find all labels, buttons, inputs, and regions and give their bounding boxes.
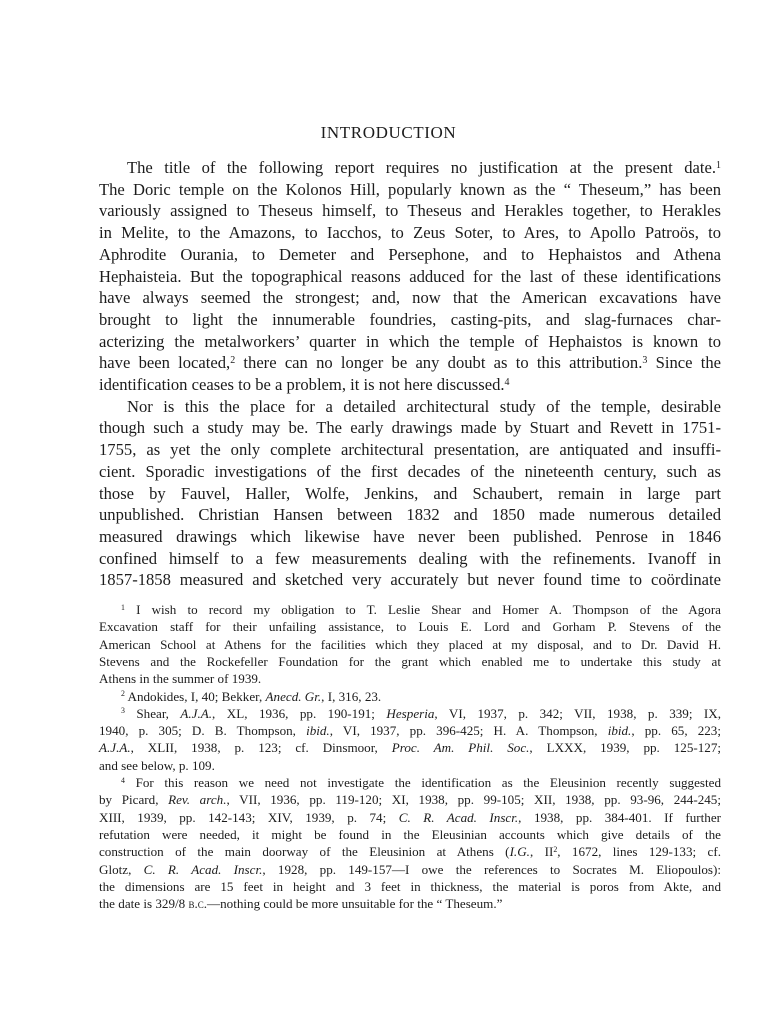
footnote-line: and see below, p. 109.: [99, 757, 215, 773]
footnote-line: $^3$ Shear, A.J.A., XL, 1936, pp. 190-191; Hesperia, VI, 1937, p. 342; VII, 1938, p. 339; IX,: [121, 705, 722, 721]
footnote-line: A.J.A., XLII, 1938, p. 123; cf. Dinsmoor, Proc. Am. Phil. Soc., LXXX, 1939, pp. 125-127;: [99, 740, 722, 756]
body-line: unpublished. Christian Hansen between 1832 and 1850 made numerous detailed: [99, 505, 721, 525]
body-line: measured drawings which likewise have never been published. Penrose in 1846: [99, 526, 721, 546]
footnote-line: by Picard, Rev. arch., VII, 1936, pp. 119-120; XI, 1938, pp. 99-105; XII, 1938, pp. 93-96, 244-245;: [99, 792, 721, 808]
body-line: The Doric temple on the Kolonos Hill, popularly known as the “ Theseum,” has been: [99, 179, 721, 199]
body-line: 1755, as yet the only complete architectural presentation, are antiquated and insuffi-: [99, 440, 721, 460]
footnote-line: Stevens and the Rockefeller Foundation for the grant which enabled me to undertake this study at: [99, 653, 721, 669]
body-line: acterizing the metalworkers’ quarter in which the temple of Hephaistos is known to: [99, 331, 721, 351]
body-line: identification ceases to be a problem, it is not here discussed.$^4$: [99, 375, 510, 394]
footnote-line: the dimensions are 15 feet in height and 3 feet in thickness, the material is poros from Akte, and: [99, 878, 721, 894]
body-line: confined himself to a few measurements dealing with the refinements. Ivanoff in: [99, 548, 721, 568]
body-line: those by Fauvel, Haller, Wolfe, Jenkins, and Schaubert, remain in large part: [99, 483, 721, 503]
body-line: Hephaisteia. But the topographical reasons adduced for the last of these identifications: [99, 266, 721, 286]
body-line: have been located,$^2$ there can no longer be any doubt as to this attribution.$^3$ Since the: [99, 353, 721, 373]
body-line: Nor is this the place for a detailed architectural study of the temple, desirable: [127, 396, 721, 416]
footnote-line: construction of the main doorway of the Eleusinion at Athens (I.G., $II^2$, 1672, lines 129-133; cf.: [99, 844, 721, 860]
body-line: cient. Sporadic investigations of the first decades of the nineteenth century, such as: [99, 461, 721, 481]
footnote-line: XIII, 1939, pp. 142-143; XIV, 1939, p. 74; C. R. Acad. Inscr., 1938, pp. 384-401. If further: [99, 809, 721, 825]
footnote-line: $^1$ I wish to record my obligation to T. Leslie Shear and Homer A. Thompson of the Agora: [121, 602, 721, 617]
footnote-line: Athens in the summer of 1939.: [99, 671, 262, 687]
body-line: though such a study may be. The early drawings made by Stuart and Revett in 1751-: [99, 418, 721, 438]
body-line: variously assigned to Theseus himself, to Theseus and Herakles together, to Herakles: [99, 201, 721, 221]
footnote-line: Excavation staff for their unfailing assistance, to Louis E. Lord and Gorham P. Stevens of the: [99, 619, 721, 635]
body-line: 1857-1858 measured and sketched very accurately but never found time to coördinate: [99, 570, 721, 590]
body-line: Aphrodite Ourania, to Demeter and Persephone, and to Hephaistos and Athena: [99, 244, 721, 264]
footnote-line: American School at Athens for the facilities which they placed at my disposal, and to Dr. David H.: [99, 636, 721, 652]
footnote-line: $^2$ Andokides, I, 40; Bekker, Anecd. Gr., I, 316, 23.: [121, 688, 382, 704]
footnote-line: refutation were needed, it might be found in the Eleusinian accounts which give details of the: [99, 826, 721, 842]
footnote-line: 1940, p. 305; D. B. Thompson, ibid., VI, 1937, pp. 396-425; H. A. Thompson, ibid., pp. 65, 223;: [99, 723, 721, 739]
body-line: have always seemed the strongest; and, now that the American excavations have: [99, 288, 721, 308]
body-line: brought to light the innumerable foundries, casting-pits, and slag-furnaces char-: [99, 309, 721, 329]
footnote-line: Glotz, C. R. Acad. Inscr., 1928, pp. 149-157—I owe the references to Socrates M. Eliopoulos):: [99, 861, 722, 877]
footnote-line: $^4$ For this reason we need not investigate the identification as the Eleusinion recently suggested: [121, 775, 721, 790]
page-heading: INTRODUCTION: [320, 123, 457, 142]
body-line: The title of the following report requires no justification at the present date.$^1$: [127, 158, 721, 177]
footnote-line: the date is 329/8 b.c.—nothing could be more unsuitable for the “ Theseum.”: [99, 896, 503, 912]
body-line: in Melite, to the Amazons, to Iacchos, to Zeus Soter, to Ares, to Apollo Patroös, to: [99, 223, 721, 243]
